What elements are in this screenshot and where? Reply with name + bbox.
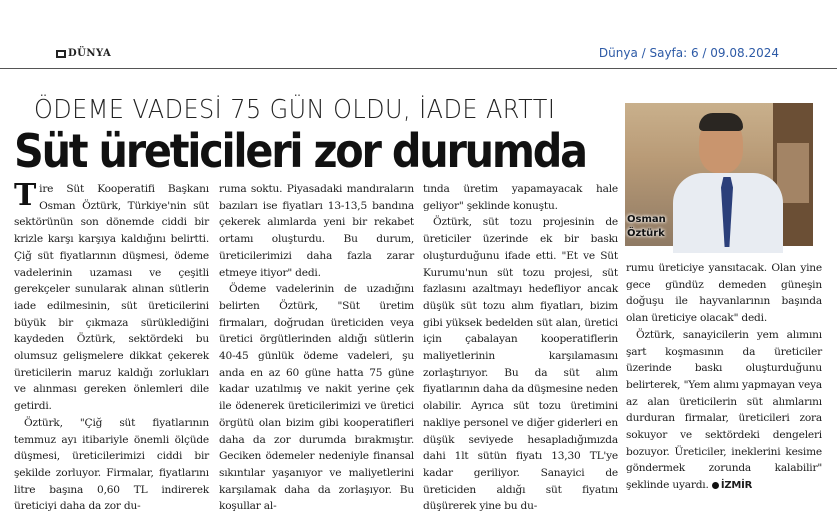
paragraph: rumu üreticiye yansıtacak. Olan yine gece gündüz demeden güneşin doğuşu ile hayvanlarının başında olan üreticiye olacak" dedi. — [626, 262, 822, 325]
dateline-signature: İZMİR — [720, 480, 753, 492]
article-kicker: ÖDEME VADESİ 75 GÜN OLDU, İADE ARTTI — [34, 95, 556, 125]
article-column-1 — [14, 178, 209, 513]
paragraph-text: ire Süt Kooperatifi Başkanı Osman Öztürk, Türkiye'nin süt sektörünün son dönemde ciddi bir krizle karşı karşıya kaldığını belirtti. Çiğ süt fiyatlarının düşmesi, ödeme vadelerinin uzaması ve çeşitli gerekçeler sunularak alınan sütlerin iade edilmesinin, süt üreticilerini büyük bir çıkmaza sürüklediğini kaydeden Öztürk, sektördeki bu olumsuz gelişmelere dikkat çekerek üreticilerin maruz kaldığı zorlukları ve alınması gereken önlemleri dile getirdi. — [14, 183, 209, 413]
header-divider — [0, 68, 837, 69]
paragraph — [626, 327, 822, 495]
photo-caption: Osman Öztürk — [627, 214, 666, 239]
page-info: Dünya / Sayfa: 6 / 09.08.2024 — [598, 46, 779, 60]
paragraph: tında üretim yapamayacak hale geliyor" şeklinde konuştu. — [423, 183, 618, 212]
article-column-2 — [219, 181, 414, 513]
newspaper-logo — [56, 48, 111, 59]
paragraph: Öztürk, süt tozu projesinin de üreticiler üzerinde ek bir baskı oluşturduğunu ifade etti. "Et ve Süt Kurumu'nun süt tozu projesi, süt fazlasını azaltmayı hedefliyor ancak düşük süt tozu alım fiyatları, bizim gibi yüksek bedelden süt alan, üretici için çabalayan kooperatiflerin maliyetlerinin karşılamasını zorlaştırıyor. Bu da süt alım fiyatlarının daha da düşmesine neden olabilir. Ayrıca süt tozu üretimini nakliye personel ve diğer giderleri en düşük seviyede hesapladığımızda dahi 1lt sütün fiyatı 13,30 TL'ye kadar geriliyor. Sanayici de üreticiden aldığı süt fiyatını düşürerek yine bu du- — [423, 216, 618, 513]
person-hair — [699, 113, 743, 131]
paragraph: Öztürk, "Çiğ süt fiyatlarının temmuz ayı itibariyle önemli ölçüde düşmesi, üreticilerimizi ciddi bir şekilde zorluyor. Firmalar, fiyatlarını litre başına 0,60 TL indirerek üreticiyi daha da zor du- — [14, 416, 209, 513]
article-column-4 — [626, 260, 822, 503]
bullet-icon — [712, 482, 719, 489]
drop-cap: T — [14, 178, 37, 213]
paragraph: Ödeme vadelerinin de uzadığını belirten Öztürk, "Süt üretim firmaları, doğrudan üreticiden veya üretici örgütlerinden aldığı sütlerin 40-45 günlük ödeme vadeleri, şu anda en az 60 güne hatta 75 güne kadar uzatılmış ve nakit yerine çek ile ödenerek üreticilerimizi ve üretici örgütü olan bizim gibi kooperatifleri daha da zor durumda bırakmıştır. Geciken ödemeler nedeniyle finansal sıkıntılar yaşanıyor ve maliyetlerini karşılamak daha da zorlaşıyor. Bu koşullar al- — [219, 283, 414, 513]
paragraph — [14, 178, 209, 415]
paragraph-text: Öztürk, sanayicilerin yem alımını şart koşmasının da üreticiler üzerinde baskı oluşturduğunu belirterek, "Yem alımı yapmayan veya az alan üreticilerin süt alımlarını durduran firmalar, üreticileri zora sokuyor ve sektördeki dengeleri bozuyor. Üreticiler, ineklerini kesime göndermek zorunda kalabilir" şeklinde uyardı. — [626, 328, 822, 492]
portrait-photo — [625, 103, 813, 246]
masthead — [0, 0, 837, 72]
logo-icon — [56, 50, 66, 58]
article-column-3 — [423, 181, 618, 513]
article-headline: Süt üreticileri zor durumda — [14, 124, 586, 178]
logo-text: DÜNYA — [68, 48, 112, 59]
paragraph: ruma soktu. Piyasadaki mandıraların bazıları ise fiyatları 13-13,5 bandına çekerek alımlarda yeni bir rekabet ortamı oluşturdu. Bu durum, üreticilerimizi daha fazla zarar etmeye itiyor" dedi. — [219, 183, 414, 279]
